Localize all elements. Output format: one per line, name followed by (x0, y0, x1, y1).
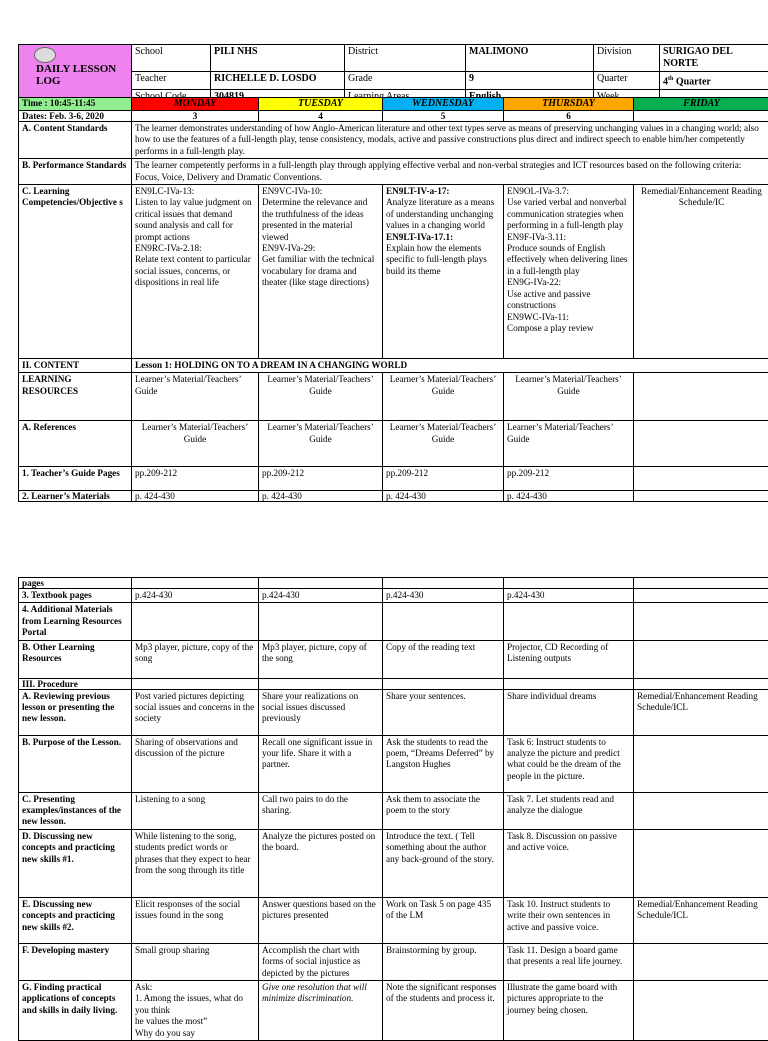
discussing-2-monday: Elicit responses of the social issues found in the song (132, 897, 259, 943)
competencies-monday: EN9LC-IVa-13: Listen to lay value judgment on critical issues that demand sound analysis and call for prompt actions EN9RC-IVa-2.18: Relate text content to particular social issues, concerns, or dispositions in real life (132, 185, 259, 359)
school-value: PILI NHS (211, 45, 345, 72)
division-label: Division (594, 45, 660, 72)
purpose-label: B. Purpose of the Lesson. (19, 735, 132, 792)
empty-cell (634, 678, 768, 689)
performance-standards-label: B. Performance Standards (19, 159, 132, 185)
date-tuesday: 4 (259, 111, 383, 122)
reviewing-wednesday: Share your sentences. (383, 689, 504, 735)
lesson-log-body-1 (18, 97, 768, 502)
discussing-1-tuesday: Analyze the pictures posted on the board. (259, 829, 383, 897)
empty-cell (383, 603, 504, 640)
discussing-2-label: E. Discussing new concepts and practicing new skills #2. (19, 897, 132, 943)
content-text: Lesson 1: HOLDING ON TO A DREAM IN A CHANGING WORLD (132, 359, 768, 373)
discussing-2-thursday: Task 10. Instruct students to write their own sentences in active and passive voice. (504, 897, 634, 943)
teachers-guide-friday (634, 467, 768, 491)
reviewing-monday: Post varied pictures depicting social issues and concerns in the society (132, 689, 259, 735)
title-cell (19, 45, 132, 105)
time-cell: Time : 10:45-11:45 (19, 98, 132, 111)
district-label: District (345, 45, 466, 72)
empty-cell (132, 603, 259, 640)
lesson-log-page-2 (18, 577, 768, 1041)
learning-resources-wednesday: Learner’s Material/Teachers’ Guide (383, 373, 504, 421)
learners-materials-wednesday: p. 424-430 (383, 491, 504, 502)
learning-resources-tuesday: Learner’s Material/Teachers’ Guide (259, 373, 383, 421)
reviewing-label: A. Reviewing previous lesson or presenting the new lesson. (19, 689, 132, 735)
mastery-monday: Small group sharing (132, 943, 259, 980)
teachers-guide-tuesday: pp.209-212 (259, 467, 383, 491)
day-friday: FRIDAY (634, 98, 768, 111)
learning-resources-monday: Learner’s Material/Teachers’ Guide (132, 373, 259, 421)
textbook-tuesday: p.424-430 (259, 589, 383, 603)
learners-materials-monday: p. 424-430 (132, 491, 259, 502)
empty-cell (504, 603, 634, 640)
purpose-friday (634, 735, 768, 792)
other-resources-thursday: Projector, CD Recording of Listening outputs (504, 640, 634, 678)
day-thursday: THURSDAY (504, 98, 634, 111)
empty-cell (634, 578, 768, 589)
purpose-tuesday: Recall one significant issue in your life. Share it with a partner. (259, 735, 383, 792)
empty-cell (634, 603, 768, 640)
competencies-tuesday: EN9VC-IVa-10: Determine the relevance and the truthfulness of the ideas presented in the material viewed EN9V-IVa-29: Get familiar with the technical vocabulary for drama and theater (like stage directions) (259, 185, 383, 359)
discussing-2-tuesday: Answer questions based on the pictures presented (259, 897, 383, 943)
pages-continuation: pages (19, 578, 132, 589)
mastery-wednesday: Brainstorming by group. (383, 943, 504, 980)
discussing-1-wednesday: Introduce the text. ( Tell something about the author any back-ground of the story. (383, 829, 504, 897)
textbook-monday: p.424-430 (132, 589, 259, 603)
discussing-1-monday: While listening to the song, students predict words or phrases that they expect to hear from the song through its title (132, 829, 259, 897)
competencies-label: C. Learning Competencies/Objective s (19, 185, 132, 359)
learning-resources-thursday: Learner’s Material/Teachers’ Guide (504, 373, 634, 421)
content-label: II. CONTENT (19, 359, 132, 373)
competencies-wednesday: EN9LT-IV-a-17: Analyze literature as a means of understanding unchanging values in a changing world EN9LT-IVa-17.1: Explain how the elements specific to full-length plays build its theme (383, 185, 504, 359)
presenting-monday: Listening to a song (132, 792, 259, 829)
quarter-value: 4th Quarter (660, 72, 768, 90)
other-resources-tuesday: Mp3 player, picture, copy of the song (259, 640, 383, 678)
other-resources-wednesday: Copy of the reading text (383, 640, 504, 678)
empty-cell (132, 678, 259, 689)
learners-materials-label: 2. Learner’s Materials (19, 491, 132, 502)
purpose-thursday: Task 6: Instruct students to analyze the picture and predict what could be the dream of the people in the picture. (504, 735, 634, 792)
quarter-label: Quarter (594, 72, 660, 90)
discussing-1-label: D. Discussing new concepts and practicing new skills #1. (19, 829, 132, 897)
grade-value: 9 (466, 72, 594, 90)
references-label: A. References (19, 421, 132, 467)
teacher-label: Teacher (132, 72, 211, 90)
learners-materials-tuesday: p. 424-430 (259, 491, 383, 502)
district-value: MALIMONO (466, 45, 594, 72)
content-standards-text: The learner demonstrates understanding of how Anglo-American literature and other text types serve as means of preserving unchanging values in a changing world; also how to use the features of a full-length play, tense consistency, modals, active and passive constructions plus direct and indirect speech to enable him/her competently performs in a full-length play. (132, 122, 768, 159)
learning-resources-label: LEARNING RESOURCES (19, 373, 132, 421)
presenting-friday (634, 792, 768, 829)
day-wednesday: WEDNESDAY (383, 98, 504, 111)
empty-cell (259, 678, 383, 689)
empty-cell (259, 603, 383, 640)
date-wednesday: 5 (383, 111, 504, 122)
teacher-value: RICHELLE D. LOSDO (211, 72, 345, 90)
empty-cell (504, 678, 634, 689)
other-resources-label: B. Other Learning Resources (19, 640, 132, 678)
deped-seal-icon (34, 47, 56, 63)
textbook-wednesday: p.424-430 (383, 589, 504, 603)
purpose-monday: Sharing of observations and discussion of the picture (132, 735, 259, 792)
practical-wednesday: Note the significant responses of the students and process it. (383, 981, 504, 1041)
references-monday: Learner’s Material/Teachers’ Guide (132, 421, 259, 467)
mastery-tuesday: Accomplish the chart with forms of social injustice as depicted by the pictures (259, 943, 383, 980)
practical-label: G. Finding practical applications of concepts and skills in daily living. (19, 981, 132, 1041)
school-label: School (132, 45, 211, 72)
learners-materials-friday (634, 491, 768, 502)
day-tuesday: TUESDAY (259, 98, 383, 111)
learners-materials-thursday: p. 424-430 (504, 491, 634, 502)
presenting-thursday: Task 7. Let students read and analyze the dialogue (504, 792, 634, 829)
presenting-label: C. Presenting examples/instances of the new lesson. (19, 792, 132, 829)
date-friday (634, 111, 768, 122)
reviewing-tuesday: Share your realizations on social issues discussed previously (259, 689, 383, 735)
practical-monday: Ask: 1. Among the issues, what do you think he values the most” Why do you say (132, 981, 259, 1041)
mastery-label: F. Developing mastery (19, 943, 132, 980)
reviewing-friday: Remedial/Enhancement Reading Schedule/ICL (634, 689, 768, 735)
teachers-guide-monday: pp.209-212 (132, 467, 259, 491)
teachers-guide-wednesday: pp.209-212 (383, 467, 504, 491)
references-wednesday: Learner’s Material/Teachers’ Guide (383, 421, 504, 467)
empty-cell (504, 578, 634, 589)
other-resources-friday (634, 640, 768, 678)
empty-cell (132, 578, 259, 589)
learning-resources-friday (634, 373, 768, 421)
other-resources-monday: Mp3 player, picture, copy of the song (132, 640, 259, 678)
date-monday: 3 (132, 111, 259, 122)
empty-cell (383, 678, 504, 689)
empty-cell (259, 578, 383, 589)
discussing-2-wednesday: Work on Task 5 on page 435 of the LM (383, 897, 504, 943)
performance-standards-text: The learner competently performs in a full-length play through applying effective verbal and non-verbal strategies and ICT resources based on the following criteria: Focus, Voice, Delivery and Dramatic Conventions. (132, 159, 768, 185)
discussing-1-thursday: Task 8. Discussion on passive and active voice. (504, 829, 634, 897)
references-thursday: Learner’s Material/Teachers’ Guide (504, 421, 634, 467)
dates-cell: Dates: Feb. 3-6, 2020 (19, 111, 132, 122)
discussing-1-friday (634, 829, 768, 897)
procedure-label: III. Procedure (19, 678, 132, 689)
empty-cell (383, 578, 504, 589)
division-value: SURIGAO DEL NORTE (660, 45, 768, 72)
document-title: DAILY LESSON LOG (22, 63, 128, 87)
practical-thursday: Illustrate the game board with pictures appropriate to the journey being chosen. (504, 981, 634, 1041)
teachers-guide-label: 1. Teacher’s Guide Pages (19, 467, 132, 491)
presenting-wednesday: Ask them to associate the poem to the story (383, 792, 504, 829)
date-thursday: 6 (504, 111, 634, 122)
presenting-tuesday: Call two pairs to do the sharing. (259, 792, 383, 829)
references-tuesday: Learner’s Material/Teachers’ Guide (259, 421, 383, 467)
teachers-guide-thursday: pp.209-212 (504, 467, 634, 491)
mastery-friday (634, 943, 768, 980)
reviewing-thursday: Share individual dreams (504, 689, 634, 735)
mastery-thursday: Task 11. Design a board game that presents a real life journey. (504, 943, 634, 980)
practical-tuesday: Give one resolution that will minimize discrimination. (259, 981, 383, 1041)
discussing-2-friday: Remedial/Enhancement Reading Schedule/ICL (634, 897, 768, 943)
grade-label: Grade (345, 72, 466, 90)
purpose-wednesday: Ask the students to read the poem, “Dreams Deferred” by Langston Hughes (383, 735, 504, 792)
content-standards-label: A. Content Standards (19, 122, 132, 159)
additional-materials-label: 4. Additional Materials from Learning Resources Portal (19, 603, 132, 640)
references-friday (634, 421, 768, 467)
day-monday: MONDAY (132, 98, 259, 111)
textbook-thursday: p.424-430 (504, 589, 634, 603)
competencies-friday: Remedial/Enhancement Reading Schedule/IC (634, 185, 768, 359)
practical-friday (634, 981, 768, 1041)
textbook-friday (634, 589, 768, 603)
competencies-thursday: EN9OL-IVa-3.7: Use varied verbal and nonverbal communication strategies when performing in a full-length play EN9F-IVa-3.11: Produce sounds of English effectively when delivering lines in a full-length play EN9G-IVa-22: Use active and passive constructions EN9WC-IVa-11: Compose a play review (504, 185, 634, 359)
textbook-label: 3. Textbook pages (19, 589, 132, 603)
